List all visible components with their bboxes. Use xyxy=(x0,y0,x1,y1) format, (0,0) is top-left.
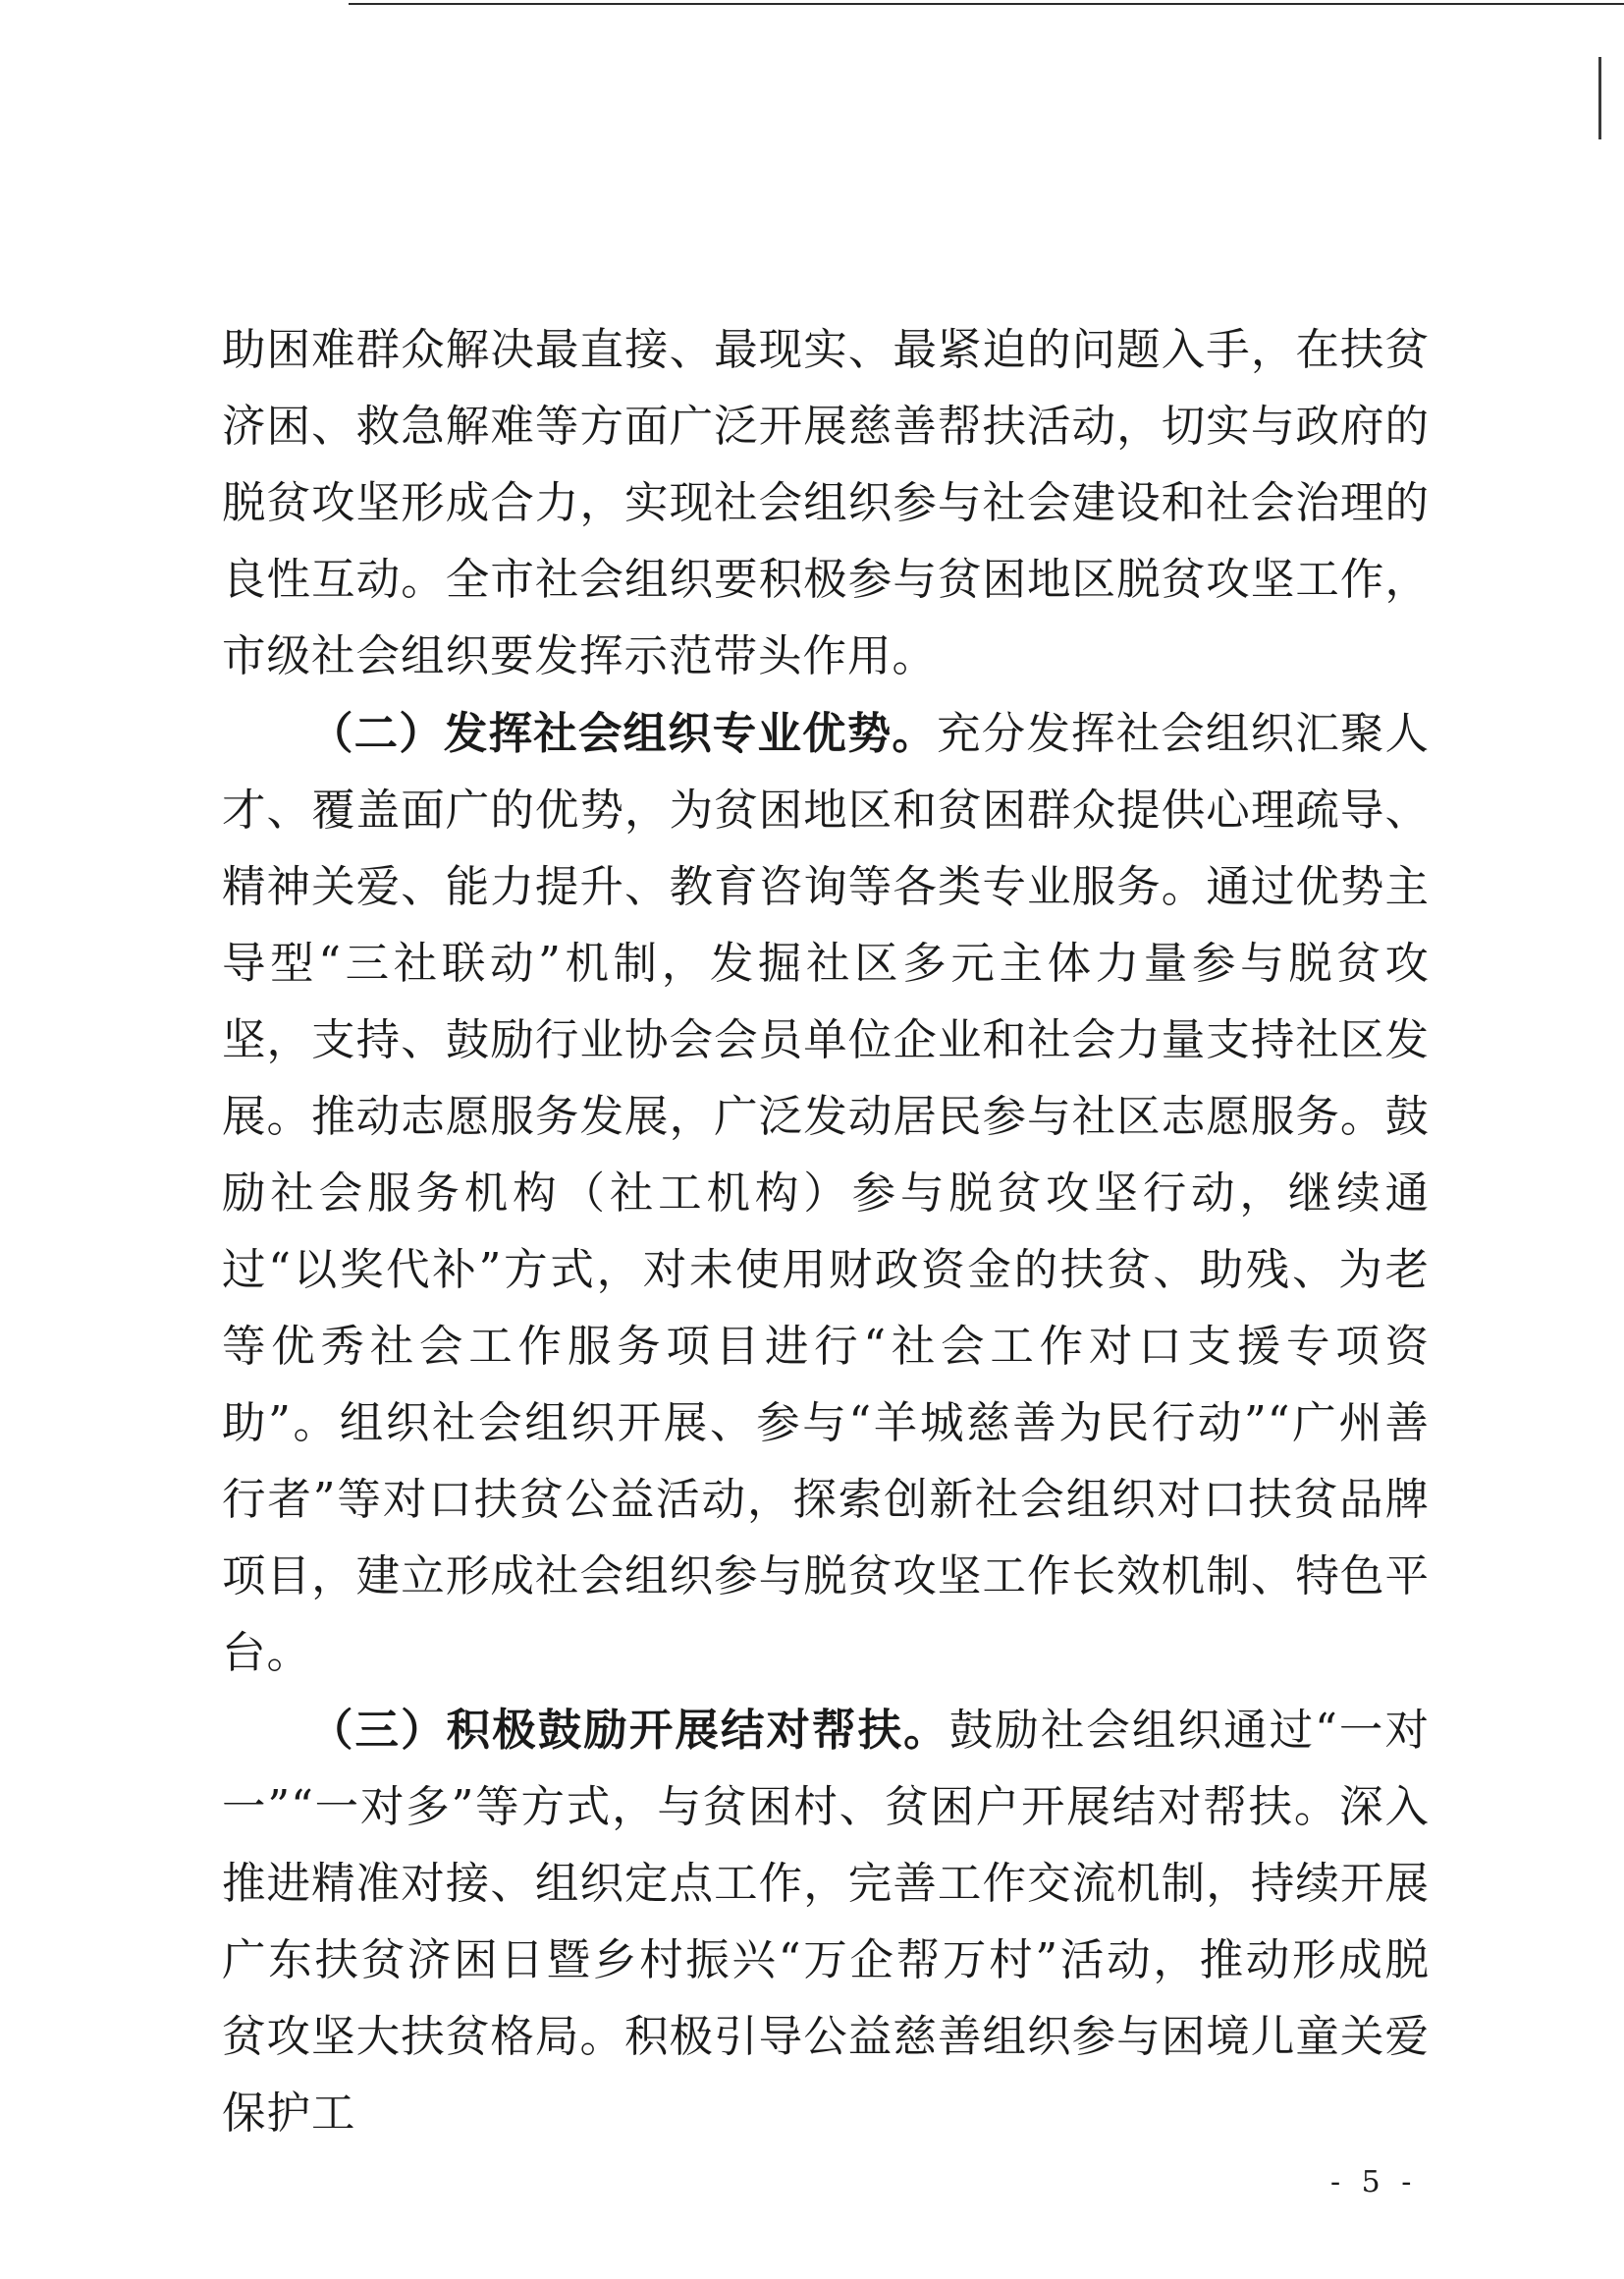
page-number: - 5 - xyxy=(1330,2165,1418,2199)
paragraph-intro-continuation xyxy=(222,312,1430,695)
scan-edge-line xyxy=(349,3,1624,5)
paragraph-section-3 xyxy=(222,1692,1430,2152)
paragraph-text: 充分发挥社会组织汇聚人才、覆盖面广的优势，为贫困地区和贫困群众提供心理疏导、精神关爱、能力提升、教育咨询等各类专业服务。通过优势主导型“三社联动”机制，发掘社区多元主体力量参与脱贫攻坚，支持、鼓励行业协会会员单位企业和社会力量支持社区发展。推动志愿服务发展，广泛发动居民参与社区志愿服务。鼓励社会服务机构（社工机构）参与脱贫攻坚行动，继续通过“以奖代补”方式，对未使用财政资金的扶贫、助残、为老等优秀社会工作服务项目进行“社会工作对口支援专项资助”。组织社会组织开展、参与“羊城慈善为民行动”“广州善行者”等对口扶贫公益活动，探索创新社会组织对口扶贫品牌项目，建立形成社会组织参与脱贫攻坚工作长效机制、特色平台。 xyxy=(222,709,1430,1678)
scan-edge-mark xyxy=(1598,57,1601,139)
section-heading: （二）发挥社会组织专业优势。 xyxy=(309,708,938,759)
document-body xyxy=(222,312,1430,2152)
paragraph-section-2 xyxy=(222,695,1430,1692)
paragraph-text: 鼓励社会组织通过“一对一”“一对多”等方式，与贫困村、贫困户开展结对帮扶。深入推进精准对接、组织定点工作，完善工作交流机制，持续开展广东扶贫济困日暨乡村振兴“万企帮万村”活动，推动形成脱贫攻坚大扶贫格局。积极引导公益慈善组织参与困境儿童关爱保护工 xyxy=(222,1706,1430,2139)
section-heading: （三）积极鼓励开展结对帮扶。 xyxy=(309,1705,949,1756)
paragraph-text: 助困难群众解决最直接、最现实、最紧迫的问题入手，在扶贫济困、救急解难等方面广泛开展慈善帮扶活动，切实与政府的脱贫攻坚形成合力，实现社会组织参与社会建设和社会治理的良性互动。全市社会组织要积极参与贫困地区脱贫攻坚工作，市级社会组织要发挥示范带头作用。 xyxy=(222,325,1430,681)
